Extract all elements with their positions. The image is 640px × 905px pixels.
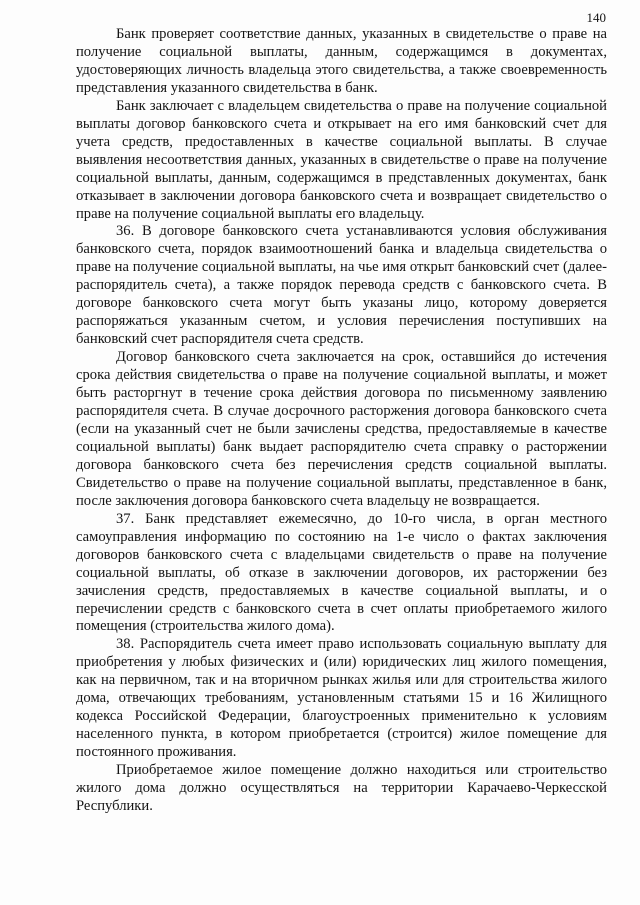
paragraph-bank-verification: Банк проверяет соответствие данных, указанных в свидетельстве о праве на получение социальной выплаты, данным, содержащимся в документах, удостоверяющих личность владельца этого свидетельства, а также своевременность представления указанного свидетельства в банк. [76, 26, 607, 96]
page-number: 140 [586, 10, 606, 25]
paragraph-agreement-term: Договор банковского счета заключается на срок, оставшийся до истечения срока действия свидетельства о праве на получение социальной выплаты, и может быть расторгнут в течение срока действия договора по письменному заявлению распорядителя счета. В случае досрочного расторжения договора банковского счета (если на указанный счет не были зачислены средства, предоставляемые в качестве социальной выплаты) банк выдает распорядителю счета справку о расторжении договора банковского счета без перечисления средств социальной выплаты. Свидетельство о праве на получение социальной выплаты, представленное в банк, после заключения договора банковского счета владельцу не возвращается. [76, 349, 607, 509]
paragraph-clause-36: 36. В договоре банковского счета устанавливаются условия обслуживания банковского счета, порядок взаимоотношений банка и владельца свидетельства о праве на получение социальной выплаты, на чье имя открыт банковский счет (далее-распорядитель счета), а также порядок перевода средств с банковского счета. В договоре банковского счета могут быть указаны лицо, которому доверяется распоряжаться указанным счетом, и условия перечисления поступивших на банковский счет распорядителя счета средств. [76, 223, 607, 348]
document-body [76, 26, 607, 816]
paragraph-bank-account-agreement: Банк заключает с владельцем свидетельства о праве на получение социальной выплаты договор банковского счета и открывает на его имя банковский счет для учета средств, предоставленных в качестве социальной выплаты. В случае выявления несоответствия данных, указанных в свидетельстве о праве на получение социальной выплаты, данным, содержащимся в представленных документах, банк отказывает в заключении договора банковского счета и возвращает свидетельство о праве на получение социальной выплаты его владельцу. [76, 97, 607, 222]
paragraph-clause-38: 38. Распорядитель счета имеет право использовать социальную выплату для приобретения у любых физических и (или) юридических лиц жилого помещения, как на первичном, так и на вторичном рынках жилья или для строительства жилого дома, отвечающих требованиям, установленным статьями 15 и 16 Жилищного кодекса Российской Федерации, благоустроенных применительно к условиям населенного пункта, в котором приобретается (строится) жилое помещение для постоянного проживания. [76, 636, 607, 761]
paragraph-clause-37: 37. Банк представляет ежемесячно, до 10-го числа, в орган местного самоуправления информацию по состоянию на 1-е число о фактах заключения договоров банковского счета с владельцами свидетельств о праве на получение социальной выплаты, об отказе в заключении договоров, их расторжении без зачисления средств, предоставляемых в качестве социальной выплаты, и о перечислении средств с банковского счета в счет оплаты приобретаемого жилого помещения (строительства жилого дома). [76, 510, 607, 635]
paragraph-territory: Приобретаемое жилое помещение должно находиться или строительство жилого дома должно осуществляться на территории Карачаево-Черкесской Республики. [76, 762, 607, 814]
